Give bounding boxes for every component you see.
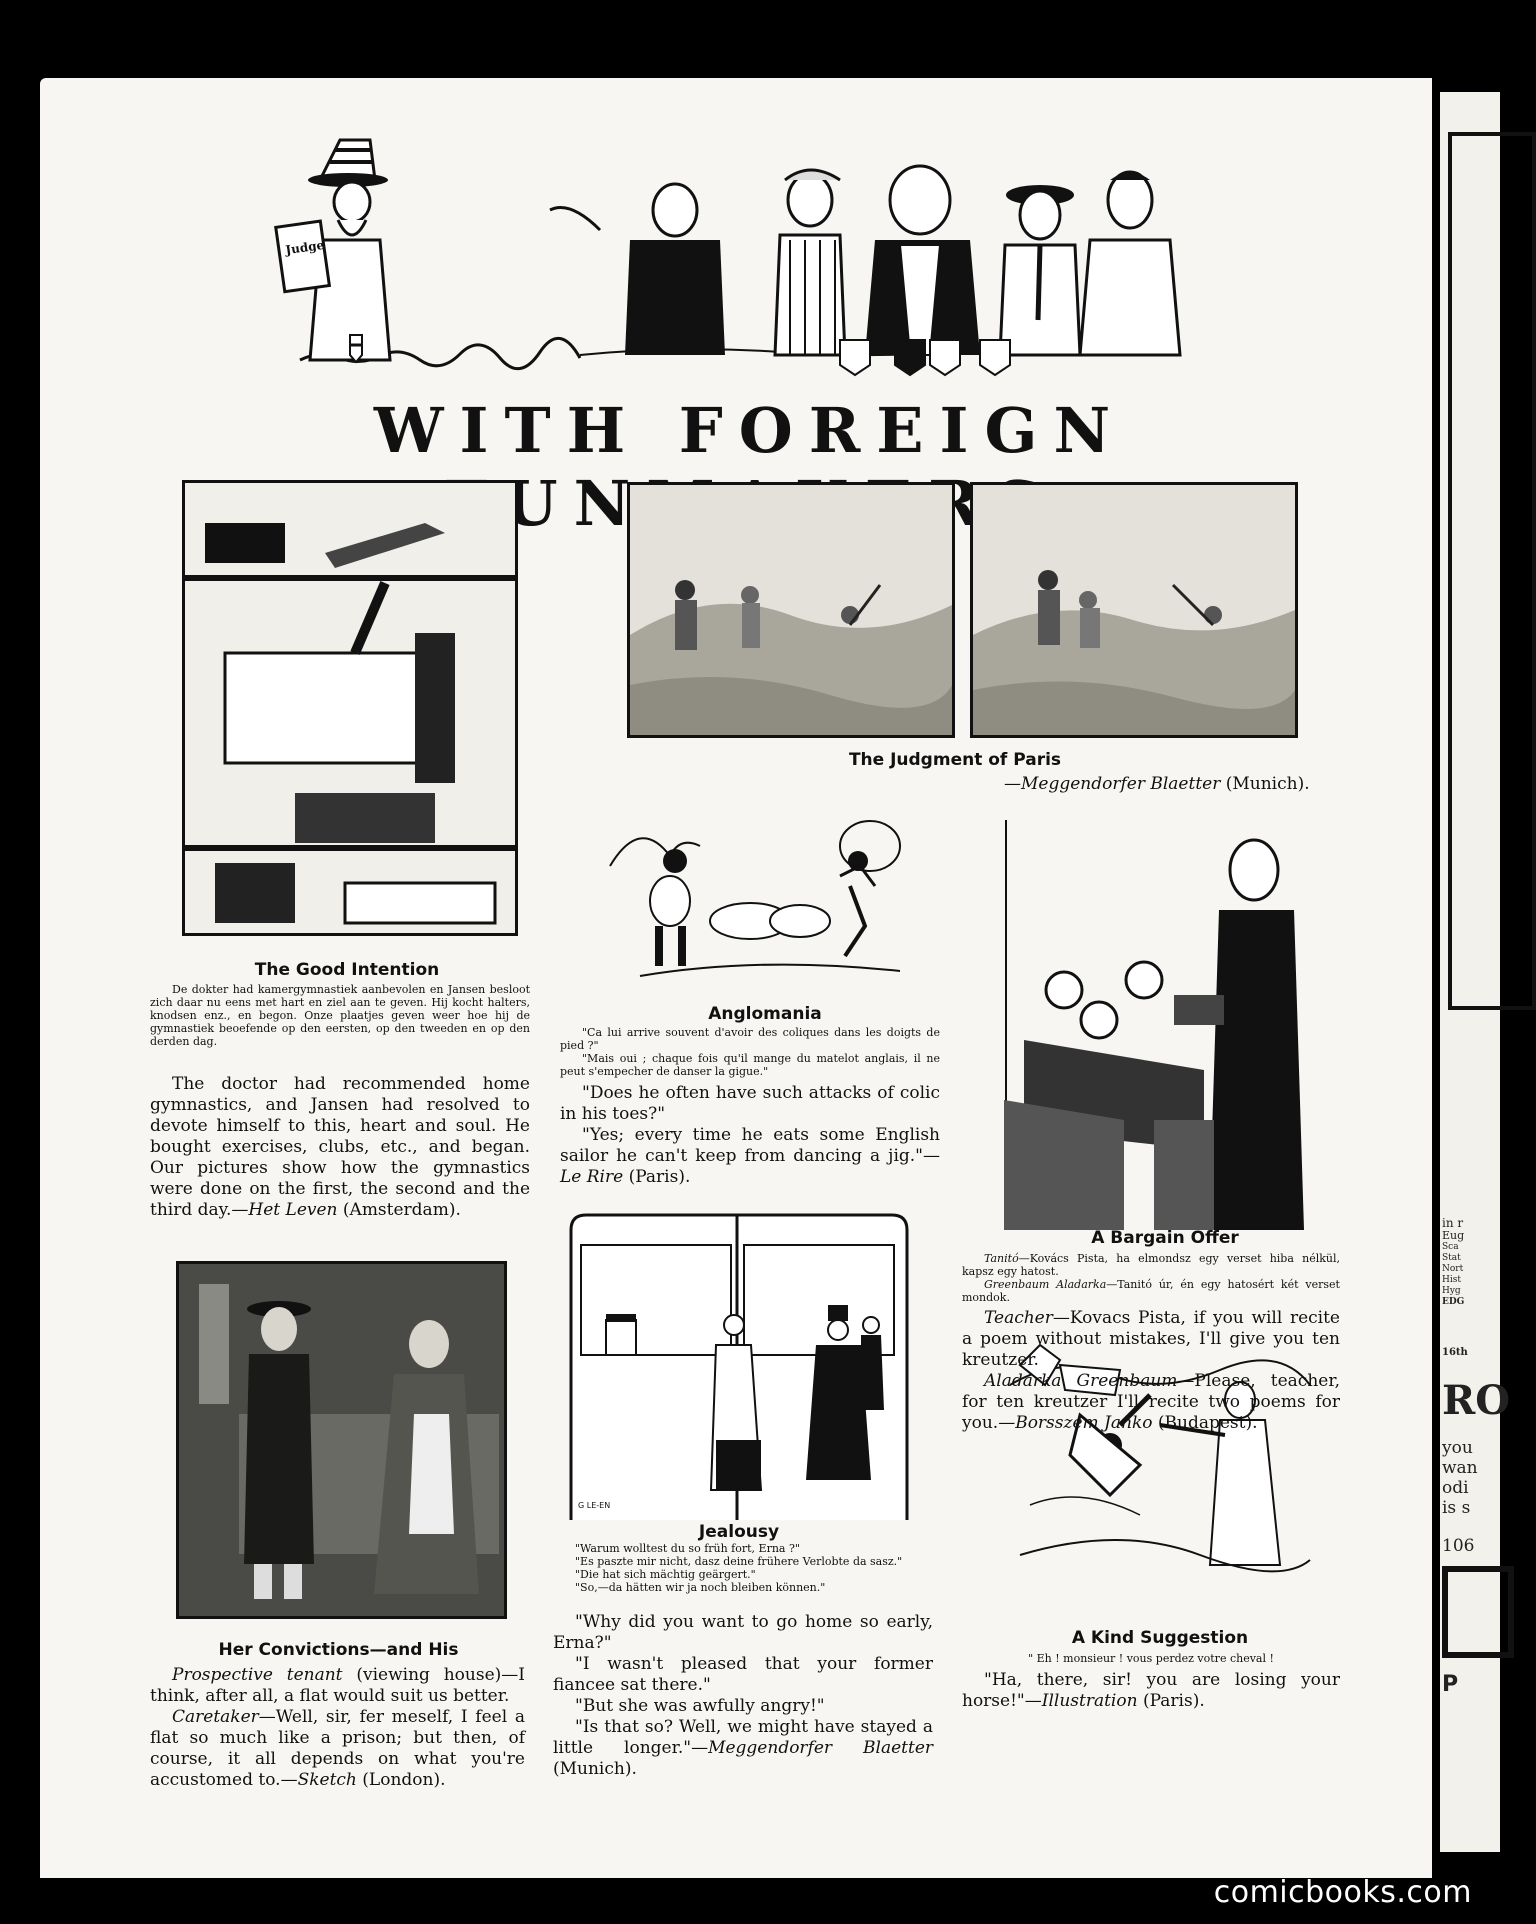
banner-illustration <box>280 140 1280 380</box>
judgment-credit <box>1004 774 1310 794</box>
adjacent-fragment: wan <box>1442 1458 1478 1478</box>
adjacent-fragment: Hist <box>1442 1275 1461 1285</box>
watermark: comicbooks.com <box>1213 1875 1472 1910</box>
jealousy-german-1: "Warum wolltest du so früh fort, Erna ?" <box>575 1542 800 1555</box>
jealousy-title: Jealousy <box>698 1522 780 1542</box>
convictions-title: Her Convictions—and His <box>218 1640 459 1660</box>
adjacent-fragment: you <box>1442 1438 1473 1458</box>
jealousy-german-3: "Die hat sich mächtig geärgert." <box>575 1568 756 1581</box>
convictions-line-1: (viewing house)—I think, after all, a flat would suit us better. <box>150 1665 525 1706</box>
adjacent-fragment: 106 <box>1442 1536 1475 1556</box>
adjacent-fragment: RO <box>1442 1377 1511 1424</box>
kind-source: —Illustration <box>1024 1691 1138 1711</box>
jealousy-english-4: "Is that so? Well, we might have stayed a little longer." <box>553 1717 933 1758</box>
jealousy-english-3: "But she was awfully angry!" <box>575 1696 825 1716</box>
bargain-city: (Budapest). <box>1157 1413 1258 1433</box>
good-intention-title: The Good Intention <box>254 960 440 980</box>
judgment-source: —Meggendorfer Blaetter <box>1004 774 1221 794</box>
adjacent-page-box <box>1442 1566 1514 1658</box>
bargain-en-line-1: —Kovacs Pista, if you will recite a poem without mistakes, I'll give you ten kreutzer. <box>962 1308 1340 1370</box>
adjacent-fragment: in r <box>1442 1216 1464 1230</box>
anglomania-title: Anglomania <box>708 1004 822 1024</box>
anglomania-english-1: "Does he often have such attacks of colic in his toes?" <box>560 1083 940 1124</box>
jealousy-cartoon <box>566 1210 912 1520</box>
jealousy-german-2: "Es paszte mir nicht, dasz deine frühere Verlobte da sasz." <box>575 1555 903 1568</box>
kind-title: A Kind Suggestion <box>1071 1628 1249 1648</box>
kind-french-line: " Eh ! monsieur ! vous perdez votre cheval ! <box>1028 1652 1274 1665</box>
convictions-source: —Sketch <box>280 1770 357 1790</box>
good-intention-dutch-text: De dokter had kamergymnastiek aanbevolen en Jansen besloot zich daar nu eens met hart en ziel aan te geven. Hij kocht halters, knodsen enz., en begon. Onze plaatjes geven weer hoe hij de gymnastiek beoefende op den eersten, op den tweeden en op den derden dag. <box>150 983 530 1048</box>
good-intention-city: (Amsterdam). <box>342 1200 461 1220</box>
anglomania-english <box>560 1083 940 1188</box>
adjacent-fragment: Sca <box>1442 1242 1459 1252</box>
anglomania-city: (Paris). <box>628 1167 691 1187</box>
adjacent-fragment: Nort <box>1442 1264 1464 1274</box>
bargain-en-line-2: —Please, teacher, for ten kreutzer I'll recite two poems for you. <box>962 1371 1340 1433</box>
adjacent-fragment: Eug <box>1442 1229 1465 1242</box>
jealousy-english-2: "I wasn't pleased that your former fiancee sat there." <box>553 1654 933 1695</box>
adjacent-page-box <box>1448 132 1536 1010</box>
kind-french <box>962 1652 1340 1665</box>
adjacent-page-strip <box>1440 92 1511 1852</box>
anglomania-french-1: "Ca lui arrive souvent d'avoir des coliques dans les doigts de pied ?" <box>560 1026 940 1052</box>
kind-english <box>962 1670 1340 1712</box>
adjacent-fragment: is s <box>1442 1498 1471 1518</box>
bargain-offer-cartoon <box>1004 820 1324 1230</box>
banner-magazine-label: Judge <box>284 237 326 258</box>
convictions-speaker-2: Caretaker <box>172 1707 259 1727</box>
foreign-figures <box>550 166 1180 375</box>
jealousy-city: (Munich). <box>553 1759 637 1779</box>
gymnastics-cartoon <box>182 480 518 936</box>
bargain-hu-speaker-2: Greenbaum Aladarka <box>984 1278 1107 1291</box>
adjacent-fragment: odi <box>1442 1478 1469 1498</box>
judgment-of-paris-right <box>970 482 1298 738</box>
judgment-title: The Judgment of Paris <box>848 750 1062 770</box>
bargain-source: —Borsszem Janko <box>998 1413 1153 1433</box>
jealousy-source: —Meggendorfer Blaetter <box>691 1738 934 1758</box>
adjacent-fragment: Stat <box>1442 1253 1461 1263</box>
bargain-hu-line-2: —Tanitó úr, én egy hatosért két verset mondok. <box>962 1278 1340 1304</box>
bargain-hu-line-1: —Kovács Pista, ha elmondsz egy verset hiba nélkül, kapsz egy hatost. <box>962 1252 1340 1278</box>
good-intention-english <box>150 1074 530 1221</box>
kind-city: (Paris). <box>1142 1691 1205 1711</box>
anglomania-source: —Le Rire <box>560 1146 940 1187</box>
bargain-en-speaker-1: Teacher <box>984 1308 1053 1328</box>
convictions-city: (London). <box>362 1770 446 1790</box>
kind-english-line: "Ha, there, sir! you are losing your horse!" <box>962 1670 1340 1711</box>
adjacent-fragment: EDG <box>1442 1297 1465 1307</box>
anglomania-french-2: "Mais oui ; chaque fois qu'il mange du matelot anglais, il ne peut s'empecher de danser la gigue." <box>560 1052 940 1078</box>
jealousy-english-1: "Why did you want to go home so early, Erna?" <box>553 1612 933 1653</box>
jealousy-english <box>553 1612 933 1780</box>
judgment-of-paris-left <box>627 482 955 738</box>
bargain-english <box>962 1308 1340 1434</box>
her-convictions-cartoon <box>176 1261 507 1619</box>
svg-text:G LE-EN: G LE-EN <box>578 1501 611 1510</box>
convictions-text <box>150 1665 525 1791</box>
judgment-city: (Munich). <box>1225 774 1310 794</box>
adjacent-fragment: P <box>1442 1672 1459 1697</box>
anglomania-cartoon <box>600 806 930 986</box>
convictions-speaker-1: Prospective tenant <box>172 1665 343 1685</box>
page-title: WITH FOREIGN <box>373 394 1127 467</box>
bargain-title: A Bargain Offer <box>1091 1228 1239 1248</box>
adjacent-fragment: 16th <box>1442 1347 1468 1358</box>
anglomania-french <box>560 1026 940 1078</box>
bargain-hungarian <box>962 1252 1340 1304</box>
bargain-hu-speaker-1: Tanitó <box>984 1252 1019 1265</box>
convictions-line-2: —Well, sir, fer meself, I feel a flat so much like a prison; but then, of course, it all depends on what you're accustomed to. <box>150 1707 525 1790</box>
bargain-en-speaker-2: Aladarka Greenbaum <box>984 1371 1178 1391</box>
good-intention-source: —Het Leven <box>231 1200 338 1220</box>
good-intention-dutch <box>150 983 530 1048</box>
jealousy-german-4: "So,—da hätten wir ja noch bleiben können." <box>575 1581 826 1594</box>
anglomania-english-2: "Yes; every time he eats some English sailor he can't keep from dancing a jig." <box>560 1125 940 1166</box>
adjacent-fragment: Hyg <box>1442 1286 1461 1296</box>
good-intention-english-text: The doctor had recommended home gymnastics, and Jansen had resolved to devote himself to this, heart and soul. He bought exercises, clubs, etc., and began. Our pictures show how the gymnastics were done on the first, the second and the third day. <box>150 1074 530 1220</box>
jealousy-german <box>553 1542 933 1594</box>
